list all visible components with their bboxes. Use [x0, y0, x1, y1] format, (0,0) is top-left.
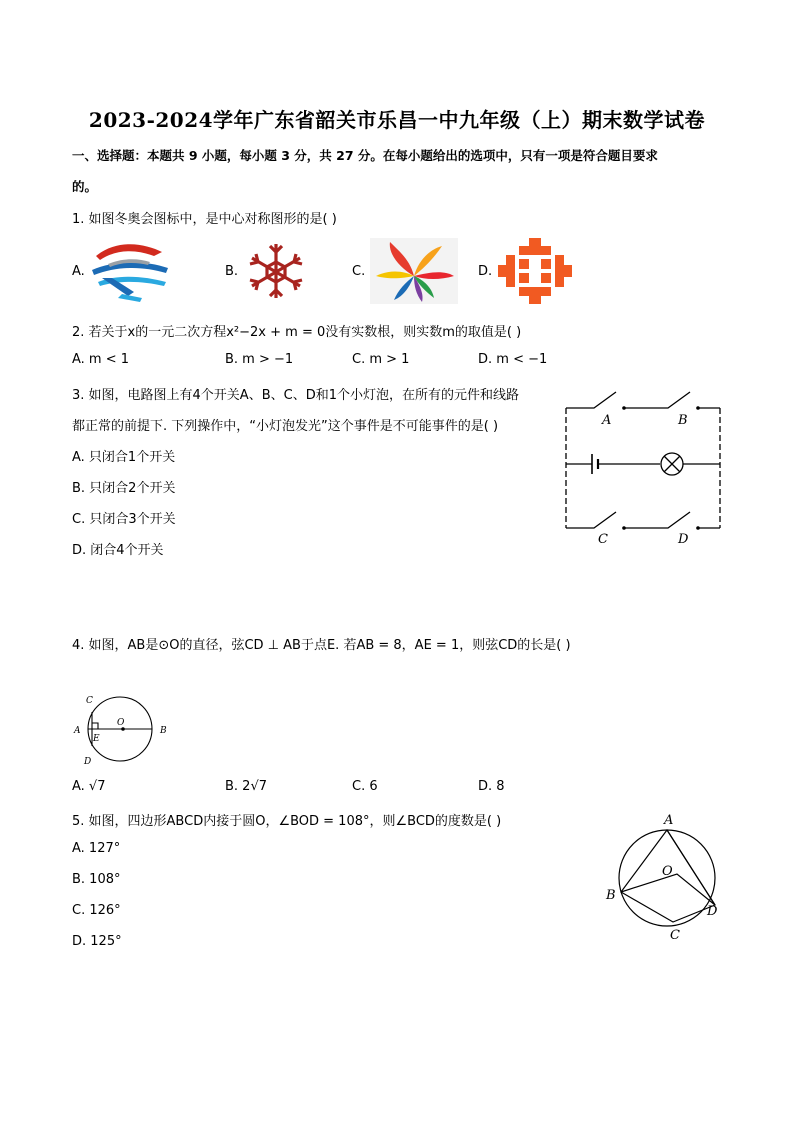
- circuit-diagram: [560, 380, 728, 550]
- q5-option-a: A. 127°: [72, 841, 121, 856]
- q2-option-a: A. m < 1: [72, 352, 130, 367]
- fig4-label-d: D: [84, 757, 92, 767]
- circle-chord-figure: [68, 688, 174, 770]
- circuit-label-d: D: [678, 532, 689, 547]
- fig5-label-c: C: [670, 928, 680, 943]
- q3-option-b: B. 只闭合2个开关: [72, 481, 176, 496]
- q3-option-c: C. 只闭合3个开关: [72, 512, 176, 527]
- page-title: 2023-2024学年广东省韶关市乐昌一中九年级（上）期末数学试卷: [88, 108, 706, 132]
- q5-option-c: C. 126°: [72, 903, 121, 918]
- q4-option-b: B. 2√7: [225, 779, 268, 794]
- q5-stem: 5. 如图，四边形ABCD内接于圆O，∠BOD = 108°，则∠BCD的度数是( ): [72, 814, 502, 829]
- inscribed-quadrilateral-figure: [600, 808, 730, 944]
- circuit-label-b: B: [678, 413, 688, 428]
- q4-stem: 4. 如图，AB是⊙O的直径，弦CD ⊥ AB于点E. 若AB = 8，AE = 1，则弦CD的长是( ): [72, 638, 571, 653]
- flame-emblem-icon: [370, 238, 458, 304]
- q3-option-d: D. 闭合4个开关: [72, 543, 164, 558]
- circuit-label-a: A: [602, 413, 612, 428]
- ribbon-emblem-icon: [88, 238, 172, 304]
- fig4-label-a: A: [74, 726, 81, 736]
- fig4-label-b: B: [160, 726, 167, 736]
- snowflake-emblem-icon: [244, 240, 308, 302]
- fig5-label-o: O: [662, 864, 673, 879]
- fig5-label-d: D: [707, 904, 718, 919]
- fig4-label-e: E: [93, 734, 100, 744]
- q1-option-a-label: A.: [72, 264, 85, 279]
- fig4-label-c: C: [86, 696, 93, 706]
- q5-option-b: B. 108°: [72, 872, 121, 887]
- orange-frame-emblem-icon: [498, 238, 572, 304]
- q2-option-b: B. m > −1: [225, 352, 294, 367]
- q1-option-c-label: C.: [352, 264, 366, 279]
- q5-option-d: D. 125°: [72, 934, 122, 949]
- q1-option-d-label: D.: [478, 264, 493, 279]
- q3-stem-line2: 都正常的前提下. 下列操作中，“小灯泡发光”这个事件是不可能事件的是( ): [72, 419, 499, 434]
- q4-option-d: D. 8: [478, 779, 505, 794]
- section-heading-line1: 一、选择题：本题共 9 小题，每小题 3 分，共 27 分。在每小题给出的选项中，只有一项是符合题目要求: [72, 148, 658, 163]
- q2-option-d: D. m < −1: [478, 352, 548, 367]
- q1-stem: 1. 如图冬奥会图标中，是中心对称图形的是( ): [72, 212, 337, 227]
- fig4-label-o: O: [117, 718, 125, 728]
- q2-option-c: C. m > 1: [352, 352, 410, 367]
- q4-option-a: A. √7: [72, 779, 106, 794]
- section-heading-line2: 的。: [72, 179, 98, 194]
- q2-stem: 2. 若关于x的一元二次方程x²−2x + m = 0没有实数根，则实数m的取值是( ): [72, 325, 522, 340]
- q1-option-b-label: B.: [225, 264, 239, 279]
- q4-option-c: C. 6: [352, 779, 378, 794]
- fig5-label-b: B: [606, 888, 616, 903]
- q3-stem-line1: 3. 如图，电路图上有4个开关A、B、C、D和1个小灯泡，在所有的元件和线路: [72, 388, 519, 403]
- q3-option-a: A. 只闭合1个开关: [72, 450, 176, 465]
- circuit-label-c: C: [598, 532, 608, 547]
- fig5-label-a: A: [664, 813, 674, 828]
